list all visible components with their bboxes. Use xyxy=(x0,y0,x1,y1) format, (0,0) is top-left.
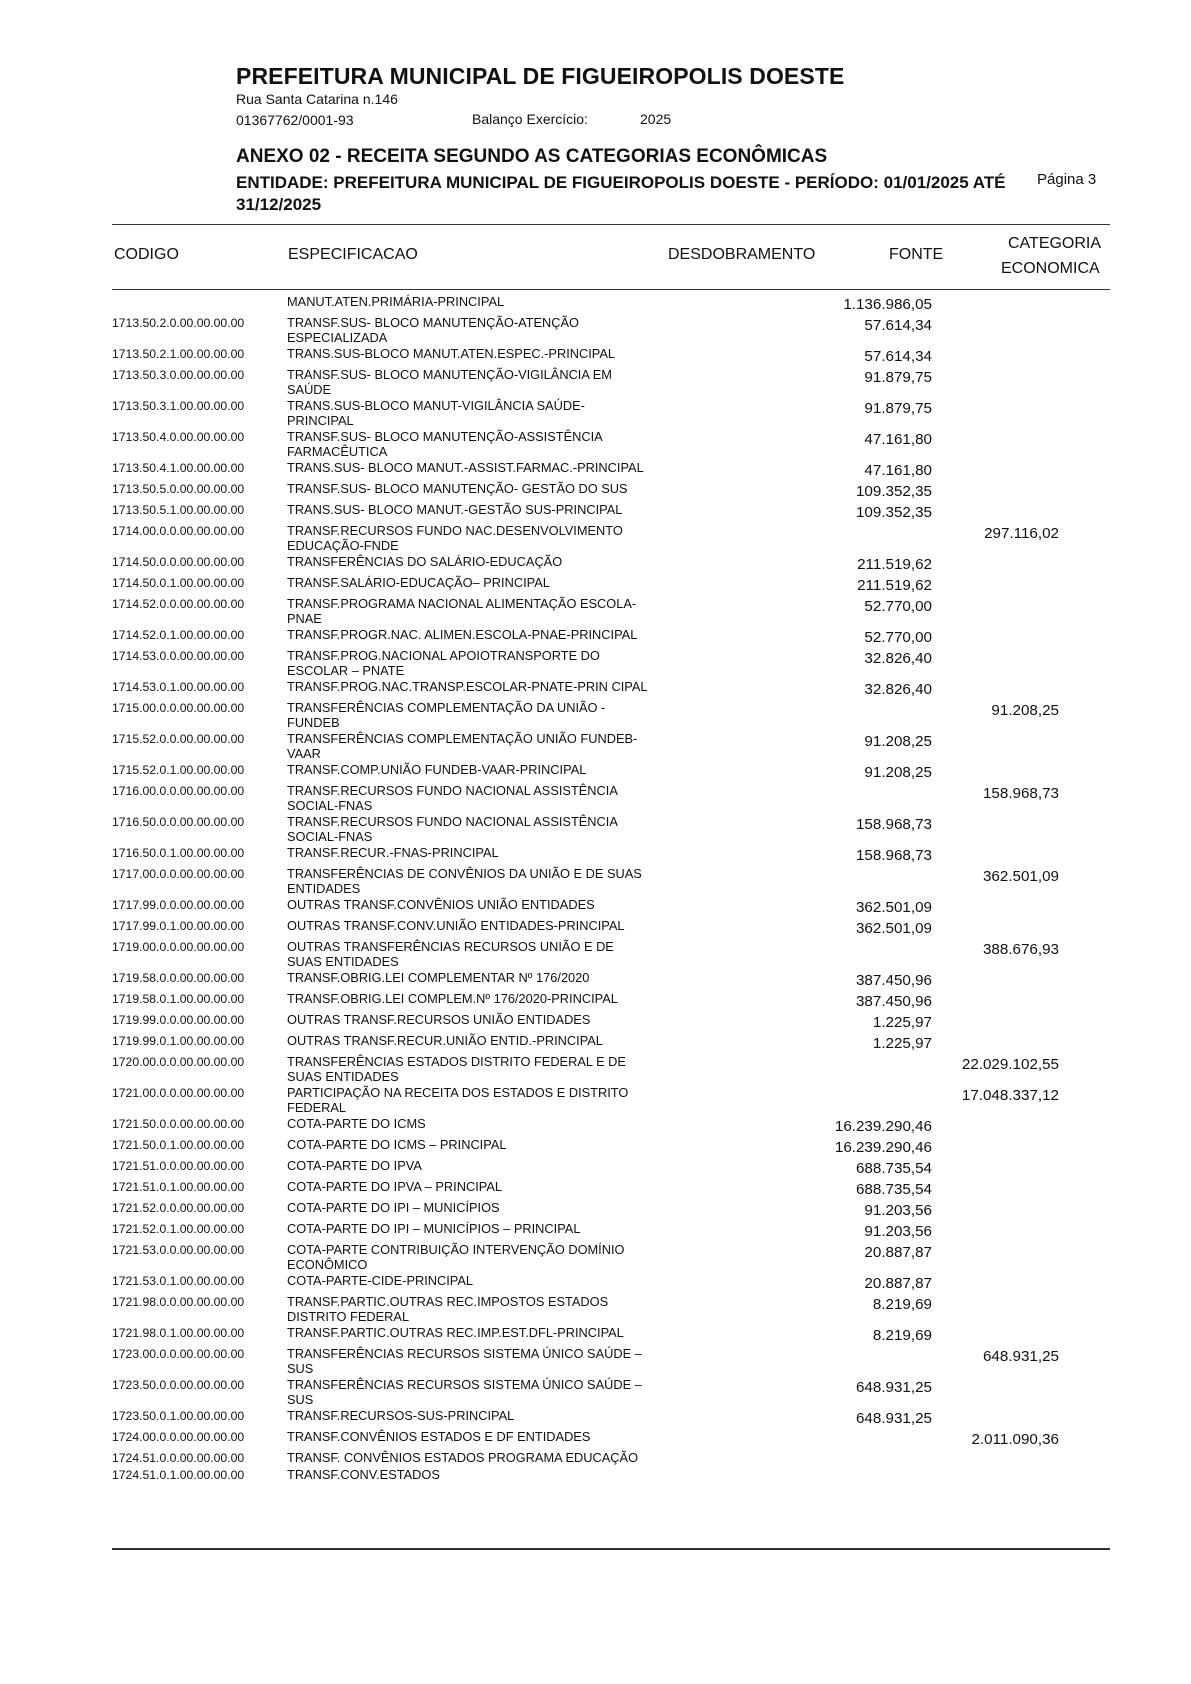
row-fonte xyxy=(932,314,1059,317)
row-fonte xyxy=(932,1407,1059,1410)
revenue-table xyxy=(112,293,1110,1483)
row-specification: TRANSF.PROGRAMA NACIONAL ALIMENTAÇÃO ESCOLA- PNAE xyxy=(287,596,637,626)
row-fonte: 2.011.090,36 xyxy=(971,1431,1059,1448)
column-header-categoria-line1: CATEGORIA xyxy=(1008,235,1102,252)
organization-title: PREFEITURA MUNICIPAL DE FIGUEIROPOLIS DOESTE xyxy=(236,63,845,89)
row-specification: COTA-PARTE DO IPI – MUNICÍPIOS xyxy=(287,1200,500,1215)
row-code: 1723.50.0.0.00.00.00.00 xyxy=(112,1378,245,1392)
row-desdobramento: 91.203,56 xyxy=(864,1223,932,1240)
row-code: 1714.53.0.0.00.00.00.00 xyxy=(112,649,245,663)
row-desdobramento xyxy=(650,1053,932,1056)
row-specification: COTA-PARTE DO ICMS – PRINCIPAL xyxy=(287,1137,507,1152)
table-row xyxy=(112,293,1110,314)
row-desdobramento: 1.225,97 xyxy=(872,1035,932,1052)
table-row xyxy=(112,1449,1110,1466)
row-fonte xyxy=(932,761,1059,764)
row-desdobramento: 211.519,62 xyxy=(857,556,932,573)
organization-address: Rua Santa Catarina n.146 xyxy=(236,91,398,107)
row-desdobramento: 32.826,40 xyxy=(864,650,932,667)
row-specification: TRANS.SUS- BLOCO MANUT.-ASSIST.FARMAC.-PRINCIPAL xyxy=(287,460,644,475)
row-specification: TRANSF. CONVÊNIOS ESTADOS PROGRAMA EDUCAÇÃO xyxy=(287,1450,639,1465)
balance-year: 2025 xyxy=(640,111,672,127)
row-code: 1716.00.0.0.00.00.00.00 xyxy=(112,784,245,798)
row-desdobramento: 16.239.290,46 xyxy=(834,1118,932,1135)
row-desdobramento: 52.770,00 xyxy=(864,598,932,615)
table-row xyxy=(112,1032,1110,1053)
column-header-code: CODIGO xyxy=(114,246,179,263)
row-specification: COTA-PARTE CONTRIBUIÇÃO INTERVENÇÃO DOMÍNIO ECONÔMICO xyxy=(287,1242,625,1272)
row-fonte: 297.116,02 xyxy=(984,525,1059,542)
column-header-spec: ESPECIFICACAO xyxy=(288,246,418,263)
row-desdobramento: 109.352,35 xyxy=(855,504,932,521)
table-row xyxy=(112,574,1110,595)
table-row xyxy=(112,626,1110,647)
row-desdobramento xyxy=(650,1449,932,1452)
row-fonte xyxy=(932,1199,1059,1202)
row-code: 1723.00.0.0.00.00.00.00 xyxy=(112,1347,245,1361)
row-specification: COTA-PARTE DO ICMS xyxy=(287,1116,426,1131)
table-row xyxy=(112,1084,1110,1115)
row-desdobramento: 362.501,09 xyxy=(855,899,932,916)
row-code: 1717.99.0.1.00.00.00.00 xyxy=(112,919,245,933)
row-specification: TRANSF.RECURSOS FUNDO NACIONAL ASSISTÊNCIA SOCIAL-FNAS xyxy=(287,783,618,813)
row-fonte xyxy=(932,1032,1059,1035)
row-specification: TRANSF.SALÁRIO-EDUCAÇÃO– PRINCIPAL xyxy=(287,575,550,590)
column-header-fonte: FONTE xyxy=(889,246,944,263)
row-specification: TRANSF.PROG.NACIONAL APOIOTRANSPORTE DO ESCOLAR – PNATE xyxy=(287,648,600,678)
row-fonte xyxy=(932,1376,1059,1379)
row-specification: TRANSF.PARTIC.OUTRAS REC.IMP.EST.DFL-PRINCIPAL xyxy=(287,1325,624,1340)
row-desdobramento xyxy=(650,938,932,941)
row-code: 1713.50.5.0.00.00.00.00 xyxy=(112,482,245,496)
row-code: 1721.50.0.1.00.00.00.00 xyxy=(112,1138,245,1152)
table-row xyxy=(112,480,1110,501)
table-row xyxy=(112,844,1110,865)
row-fonte xyxy=(932,366,1059,369)
row-fonte: 91.208,25 xyxy=(991,702,1059,719)
table-row xyxy=(112,1011,1110,1032)
row-code: 1713.50.4.1.00.00.00.00 xyxy=(112,461,245,475)
row-desdobramento: 1.225,97 xyxy=(872,1014,932,1031)
row-desdobramento: 387.450,96 xyxy=(855,972,932,989)
row-fonte: 362.501,09 xyxy=(982,868,1059,885)
row-specification: TRANS.SUS-BLOCO MANUT.ATEN.ESPEC.-PRINCIPAL xyxy=(287,346,616,361)
row-code: 1719.58.0.0.00.00.00.00 xyxy=(112,971,245,985)
row-specification: TRANSFERÊNCIAS ESTADOS DISTRITO FEDERAL E DE SUAS ENTIDADES xyxy=(287,1054,626,1084)
table-row xyxy=(112,1136,1110,1157)
row-code: 1721.00.0.0.00.00.00.00 xyxy=(112,1086,245,1100)
row-desdobramento: 20.887,87 xyxy=(864,1275,932,1292)
row-code: 1721.98.0.1.00.00.00.00 xyxy=(112,1326,245,1340)
table-row xyxy=(112,1407,1110,1428)
row-desdobramento xyxy=(650,782,932,785)
row-fonte: 388.676,93 xyxy=(982,941,1059,958)
row-code: 1721.52.0.1.00.00.00.00 xyxy=(112,1222,245,1236)
table-row xyxy=(112,397,1110,428)
table-row xyxy=(112,1178,1110,1199)
row-desdobramento: 158.968,73 xyxy=(855,847,932,864)
table-row xyxy=(112,1157,1110,1178)
row-desdobramento xyxy=(650,699,932,702)
row-fonte xyxy=(932,844,1059,847)
row-fonte xyxy=(932,345,1059,348)
row-code: 1724.00.0.0.00.00.00.00 xyxy=(112,1430,245,1444)
row-specification: MANUT.ATEN.PRIMÁRIA-PRINCIPAL xyxy=(287,294,505,309)
row-code: 1724.51.0.1.00.00.00.00 xyxy=(112,1468,245,1482)
row-specification: TRANSF.OBRIG.LEI COMPLEM.Nº 176/2020-PRINCIPAL xyxy=(287,991,618,1006)
row-specification: COTA-PARTE DO IPI – MUNICÍPIOS – PRINCIPAL xyxy=(287,1221,581,1236)
table-bottom-divider xyxy=(112,1548,1110,1550)
row-desdobramento: 362.501,09 xyxy=(855,920,932,937)
row-code: 1713.50.3.0.00.00.00.00 xyxy=(112,368,245,382)
row-specification: TRANSF.OBRIG.LEI COMPLEMENTAR Nº 176/2020 xyxy=(287,970,590,985)
table-row xyxy=(112,428,1110,459)
row-fonte xyxy=(932,969,1059,972)
table-row xyxy=(112,522,1110,553)
row-desdobramento xyxy=(650,865,932,868)
row-code: 1714.00.0.0.00.00.00.00 xyxy=(112,524,245,538)
table-row xyxy=(112,1115,1110,1136)
row-code: 1721.50.0.0.00.00.00.00 xyxy=(112,1117,245,1131)
table-row xyxy=(112,647,1110,678)
row-fonte xyxy=(932,647,1059,650)
row-code: 1721.51.0.0.00.00.00.00 xyxy=(112,1159,245,1173)
row-desdobramento: 387.450,96 xyxy=(855,993,932,1010)
row-desdobramento: 91.879,75 xyxy=(864,400,932,417)
row-fonte xyxy=(932,1293,1059,1296)
row-specification: TRANS.SUS-BLOCO MANUT-VIGILÂNCIA SAÚDE-PRINCIPAL xyxy=(287,398,585,428)
row-fonte xyxy=(932,595,1059,598)
row-specification: PARTICIPAÇÃO NA RECEITA DOS ESTADOS E DISTRITO FEDERAL xyxy=(287,1085,629,1115)
table-row xyxy=(112,782,1110,813)
row-fonte xyxy=(932,1241,1059,1244)
row-code: 1715.52.0.1.00.00.00.00 xyxy=(112,763,245,777)
table-row xyxy=(112,1345,1110,1376)
table-row xyxy=(112,730,1110,761)
row-desdobramento: 91.208,25 xyxy=(864,764,932,781)
row-specification: TRANSFERÊNCIAS COMPLEMENTAÇÃO UNIÃO FUNDEB-VAAR xyxy=(287,731,638,761)
row-specification: TRANSFERÊNCIAS DO SALÁRIO-EDUCAÇÃO xyxy=(287,554,563,569)
row-desdobramento: 91.879,75 xyxy=(864,369,932,386)
annex-title: ANEXO 02 - RECEITA SEGUNDO AS CATEGORIAS ECONÔMICAS xyxy=(236,146,828,167)
row-code: 1713.50.2.1.00.00.00.00 xyxy=(112,347,245,361)
row-desdobramento: 57.614,34 xyxy=(864,348,932,365)
row-specification: TRANSF.RECURSOS FUNDO NACIONAL ASSISTÊNCIA SOCIAL-FNAS xyxy=(287,814,618,844)
row-fonte xyxy=(932,501,1059,504)
table-row xyxy=(112,969,1110,990)
row-desdobramento: 32.826,40 xyxy=(864,681,932,698)
table-row xyxy=(112,553,1110,574)
row-fonte xyxy=(932,293,1059,296)
row-code xyxy=(112,293,287,295)
row-code: 1714.50.0.0.00.00.00.00 xyxy=(112,555,245,569)
entity-period: ENTIDADE: PREFEITURA MUNICIPAL DE FIGUEIROPOLIS DOESTE - PERÍODO: 01/01/2025 ATÉ 31/12/2025 xyxy=(236,173,1006,214)
row-desdobramento: 211.519,62 xyxy=(857,577,932,594)
row-specification: COTA-PARTE-CIDE-PRINCIPAL xyxy=(287,1273,474,1288)
row-code: 1720.00.0.0.00.00.00.00 xyxy=(112,1055,245,1069)
table-row xyxy=(112,501,1110,522)
header-top-divider xyxy=(112,224,1110,225)
row-code: 1714.52.0.0.00.00.00.00 xyxy=(112,597,245,611)
row-specification: COTA-PARTE DO IPVA – PRINCIPAL xyxy=(287,1179,502,1194)
row-specification: TRANSFERÊNCIAS RECURSOS SISTEMA ÚNICO SAÚDE – SUS xyxy=(287,1346,642,1376)
row-fonte xyxy=(932,553,1059,556)
row-fonte xyxy=(932,1157,1059,1160)
row-specification: COTA-PARTE DO IPVA xyxy=(287,1158,422,1173)
row-fonte xyxy=(932,1220,1059,1223)
row-code: 1721.98.0.0.00.00.00.00 xyxy=(112,1295,245,1309)
row-code: 1721.52.0.0.00.00.00.00 xyxy=(112,1201,245,1215)
row-desdobramento: 688.735,54 xyxy=(855,1160,932,1177)
table-row xyxy=(112,1220,1110,1241)
table-row xyxy=(112,1376,1110,1407)
row-code: 1713.50.4.0.00.00.00.00 xyxy=(112,430,245,444)
row-desdobramento xyxy=(650,1428,932,1431)
row-fonte xyxy=(932,1115,1059,1118)
row-fonte xyxy=(932,678,1059,681)
row-specification: OUTRAS TRANSF.CONVÊNIOS UNIÃO ENTIDADES xyxy=(287,897,595,912)
row-code: 1721.53.0.1.00.00.00.00 xyxy=(112,1274,245,1288)
table-row xyxy=(112,1324,1110,1345)
row-fonte xyxy=(932,1272,1059,1275)
row-fonte xyxy=(932,459,1059,462)
row-desdobramento: 91.203,56 xyxy=(864,1202,932,1219)
row-desdobramento xyxy=(650,522,932,525)
row-desdobramento: 8.219,69 xyxy=(872,1327,932,1344)
row-specification: TRANSF.PROGR.NAC. ALIMEN.ESCOLA-PNAE-PRINCIPAL xyxy=(287,627,638,642)
table-row xyxy=(112,345,1110,366)
balance-label: Balanço Exercício: xyxy=(472,111,588,127)
row-specification: TRANSF.RECURSOS FUNDO NAC.DESENVOLVIMENTO EDUCAÇÃO-FNDE xyxy=(287,523,623,553)
row-code: 1719.00.0.0.00.00.00.00 xyxy=(112,940,245,954)
row-desdobramento xyxy=(650,1466,932,1469)
row-fonte xyxy=(932,574,1059,577)
row-desdobramento: 8.219,69 xyxy=(872,1296,932,1313)
row-specification: TRANSFERÊNCIAS DE CONVÊNIOS DA UNIÃO E DE SUAS ENTIDADES xyxy=(287,866,642,896)
row-specification: TRANSF.RECUR.-FNAS-PRINCIPAL xyxy=(287,845,499,860)
row-specification: TRANS.SUS- BLOCO MANUT.-GESTÃO SUS-PRINCIPAL xyxy=(287,502,623,517)
table-row xyxy=(112,699,1110,730)
row-code: 1721.51.0.1.00.00.00.00 xyxy=(112,1180,245,1194)
row-code: 1723.50.0.1.00.00.00.00 xyxy=(112,1409,245,1423)
row-fonte: 17.048.337,12 xyxy=(961,1087,1059,1104)
row-code: 1724.51.0.0.00.00.00.00 xyxy=(112,1451,245,1465)
table-row xyxy=(112,1241,1110,1272)
row-specification: TRANSF.SUS- BLOCO MANUTENÇÃO-VIGILÂNCIA EM SAÚDE xyxy=(287,367,612,397)
row-code: 1719.58.0.1.00.00.00.00 xyxy=(112,992,245,1006)
row-specification: TRANSFERÊNCIAS RECURSOS SISTEMA ÚNICO SAÚDE – SUS xyxy=(287,1377,642,1407)
table-row xyxy=(112,459,1110,480)
row-fonte xyxy=(932,397,1059,400)
table-row xyxy=(112,314,1110,345)
table-row xyxy=(112,917,1110,938)
row-specification: TRANSF.SUS- BLOCO MANUTENÇÃO- GESTÃO DO SUS xyxy=(287,481,628,496)
row-fonte xyxy=(932,1324,1059,1327)
row-fonte xyxy=(932,990,1059,993)
table-row xyxy=(112,813,1110,844)
row-specification: TRANSF.SUS- BLOCO MANUTENÇÃO-ASSISTÊNCIA FARMACÊUTICA xyxy=(287,429,602,459)
row-desdobramento: 20.887,87 xyxy=(864,1244,932,1261)
row-specification: OUTRAS TRANSF.CONV.UNIÃO ENTIDADES-PRINCIPAL xyxy=(287,918,625,933)
row-fonte xyxy=(932,1011,1059,1014)
row-desdobramento: 52.770,00 xyxy=(864,629,932,646)
table-row xyxy=(112,865,1110,896)
row-code: 1714.52.0.1.00.00.00.00 xyxy=(112,628,245,642)
row-desdobramento: 109.352,35 xyxy=(855,483,932,500)
table-row xyxy=(112,938,1110,969)
row-fonte xyxy=(932,1178,1059,1181)
row-specification: TRANSF.CONVÊNIOS ESTADOS E DF ENTIDADES xyxy=(287,1429,591,1444)
row-fonte xyxy=(932,428,1059,431)
row-fonte xyxy=(932,626,1059,629)
row-code: 1713.50.2.0.00.00.00.00 xyxy=(112,316,245,330)
row-code: 1717.99.0.0.00.00.00.00 xyxy=(112,898,245,912)
row-desdobramento xyxy=(650,1345,932,1348)
row-specification: OUTRAS TRANSF.RECURSOS UNIÃO ENTIDADES xyxy=(287,1012,591,1027)
table-row xyxy=(112,1428,1110,1449)
table-row xyxy=(112,896,1110,917)
row-fonte xyxy=(932,1449,1059,1452)
row-fonte xyxy=(932,730,1059,733)
row-desdobramento: 688.735,54 xyxy=(855,1181,932,1198)
table-row xyxy=(112,761,1110,782)
row-specification: TRANSF.CONV.ESTADOS xyxy=(287,1467,440,1482)
row-code: 1713.50.3.1.00.00.00.00 xyxy=(112,399,245,413)
row-desdobramento: 648.931,25 xyxy=(855,1410,932,1427)
row-code: 1717.00.0.0.00.00.00.00 xyxy=(112,867,245,881)
row-desdobramento: 158.968,73 xyxy=(855,816,932,833)
table-row xyxy=(112,595,1110,626)
row-code: 1719.99.0.1.00.00.00.00 xyxy=(112,1034,245,1048)
row-desdobramento: 57.614,34 xyxy=(864,317,932,334)
row-desdobramento: 91.208,25 xyxy=(864,733,932,750)
row-desdobramento: 16.239.290,46 xyxy=(834,1139,932,1156)
row-fonte: 648.931,25 xyxy=(982,1348,1059,1365)
column-header-desdobramento: DESDOBRAMENTO xyxy=(668,246,816,263)
table-row xyxy=(112,678,1110,699)
organization-cnpj: 01367762/0001-93 xyxy=(236,112,354,128)
row-desdobramento: 1.136.986,05 xyxy=(843,296,932,313)
row-desdobramento: 47.161,80 xyxy=(864,462,932,479)
row-code: 1721.53.0.0.00.00.00.00 xyxy=(112,1243,245,1257)
page-number: Página 3 xyxy=(1037,171,1097,188)
row-code: 1716.50.0.0.00.00.00.00 xyxy=(112,815,245,829)
table-row xyxy=(112,366,1110,397)
row-fonte xyxy=(932,917,1059,920)
column-header-categoria-line2: ECONOMICA xyxy=(1001,260,1100,277)
row-specification: OUTRAS TRANSFERÊNCIAS RECURSOS UNIÃO E DE SUAS ENTIDADES xyxy=(287,939,614,969)
table-row xyxy=(112,1293,1110,1324)
row-specification: TRANSF.RECURSOS-SUS-PRINCIPAL xyxy=(287,1408,515,1423)
table-row xyxy=(112,1053,1110,1084)
row-code: 1714.53.0.1.00.00.00.00 xyxy=(112,680,245,694)
row-fonte: 22.029.102,55 xyxy=(961,1056,1059,1073)
row-fonte xyxy=(932,896,1059,899)
row-code: 1713.50.5.1.00.00.00.00 xyxy=(112,503,245,517)
row-code: 1716.50.0.1.00.00.00.00 xyxy=(112,846,245,860)
row-fonte xyxy=(932,1136,1059,1139)
row-code: 1715.52.0.0.00.00.00.00 xyxy=(112,732,245,746)
row-specification: TRANSF.SUS- BLOCO MANUTENÇÃO-ATENÇÃO ESPECIALIZADA xyxy=(287,315,579,345)
table-row xyxy=(112,990,1110,1011)
table-row xyxy=(112,1199,1110,1220)
table-row xyxy=(112,1272,1110,1293)
row-specification: TRANSFERÊNCIAS COMPLEMENTAÇÃO DA UNIÃO -FUNDEB xyxy=(287,700,606,730)
row-desdobramento: 47.161,80 xyxy=(864,431,932,448)
row-fonte xyxy=(932,480,1059,483)
row-desdobramento xyxy=(650,1084,932,1087)
row-fonte: 158.968,73 xyxy=(982,785,1059,802)
row-code: 1715.00.0.0.00.00.00.00 xyxy=(112,701,245,715)
row-specification: TRANSF.COMP.UNIÃO FUNDEB-VAAR-PRINCIPAL xyxy=(287,762,587,777)
row-fonte xyxy=(932,1466,1059,1469)
row-desdobramento: 648.931,25 xyxy=(855,1379,932,1396)
row-specification: OUTRAS TRANSF.RECUR.UNIÃO ENTID.-PRINCIPAL xyxy=(287,1033,603,1048)
row-specification: TRANSF.PROG.NAC.TRANSP.ESCOLAR-PNATE-PRIN CIPAL xyxy=(287,679,648,694)
row-code: 1719.99.0.0.00.00.00.00 xyxy=(112,1013,245,1027)
table-row xyxy=(112,1466,1110,1483)
row-code: 1714.50.0.1.00.00.00.00 xyxy=(112,576,245,590)
row-fonte xyxy=(932,813,1059,816)
header-bottom-divider xyxy=(112,289,1110,290)
row-specification: TRANSF.PARTIC.OUTRAS REC.IMPOSTOS ESTADOS DISTRITO FEDERAL xyxy=(287,1294,609,1324)
